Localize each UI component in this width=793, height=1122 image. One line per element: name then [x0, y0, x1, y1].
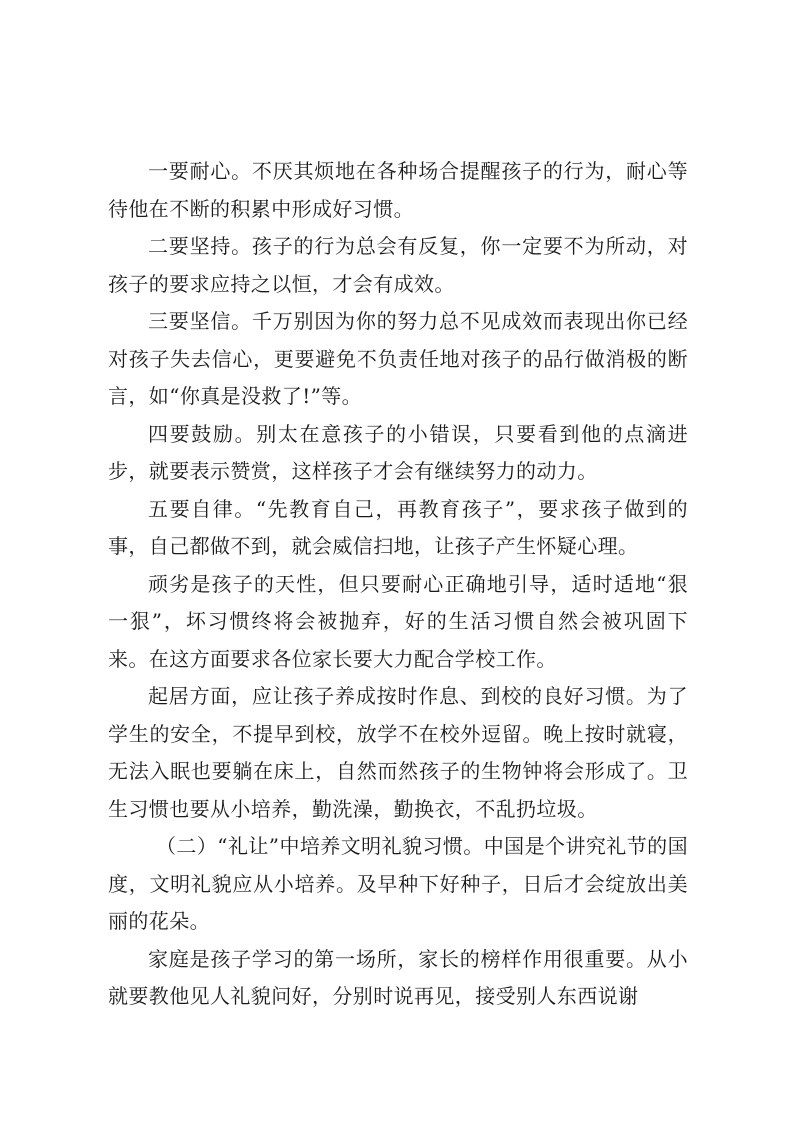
paragraph-family-example: 家庭是孩子学习的第一场所，家长的榜样作用很重要。从小就要教他见人礼貌问好，分别时说再见，接受别人东西说谢: [108, 946, 688, 1008]
paragraph-self-discipline: 五要自律。“先教育自己，再教育孩子”，要求孩子做到的事，自己都做不到，就会威信扫地，让孩子产生怀疑心理。: [108, 496, 688, 558]
section-heading-courtesy: （二）“礼让”中培养文明礼貌习惯。中国是个讲究礼节的国度，文明礼貌应从小培养。及早种下好种子，日后才会绽放出美丽的花朵。: [108, 834, 688, 933]
paragraph-persistence: 二要坚持。孩子的行为总会有反复，你一定要不为所动，对孩子的要求应持之以恒，才会有成效。: [108, 234, 688, 296]
paragraph-patience: 一要耐心。不厌其烦地在各种场合提醒孩子的行为，耐心等待他在不断的积累中形成好习惯。: [108, 159, 688, 221]
paragraph-naughtiness: 顽劣是孩子的天性，但只要耐心正确地引导，适时适地“狠一狠”，坏习惯终将会被抛弃，好的生活习惯自然会被巩固下来。在这方面要求各位家长要大力配合学校工作。: [108, 571, 688, 671]
paragraph-confidence: 三要坚信。千万别因为你的努力总不见成效而表现出你已经对孩子失去信心，更要避免不负责任地对孩子的品行做消极的断言，如“你真是没救了!”等。: [108, 309, 688, 408]
paragraph-encouragement: 四要鼓励。别太在意孩子的小错误，只要看到他的点滴进步，就要表示赞赏，这样孩子才会有继续努力的动力。: [108, 421, 688, 483]
paragraph-daily-routine: 起居方面，应让孩子养成按时作息、到校的良好习惯。为了学生的安全，不提早到校，放学不在校外逗留。晚上按时就寝，无法入眠也要躺在床上，自然而然孩子的生物钟将会形成了。卫生习惯也要从小培养，勤洗澡，勤换衣，不乱扔垃圾。: [108, 684, 688, 821]
document-body: [108, 153, 688, 1016]
